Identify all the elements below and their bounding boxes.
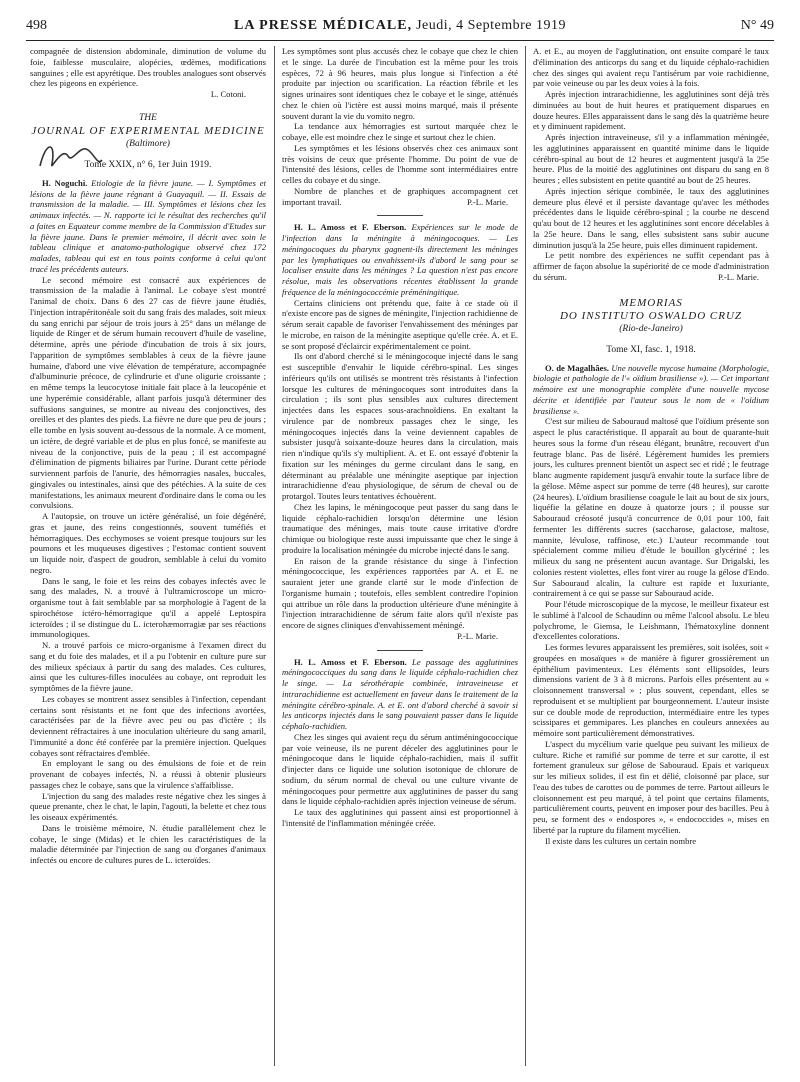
paragraph: L'injection du sang des malades reste négative chez les singes à queue prenante, chez le chat, le lapin, l'agouti, la belette et chez tous les oiseaux expérimentés. bbox=[30, 790, 266, 822]
tome-line: Tome XXIX, n° 6, 1er Juin 1919. bbox=[84, 159, 212, 170]
column-3 bbox=[533, 46, 769, 1072]
paragraph: La tendance aux hémorragies est surtout marquée chez le cobaye, elle est moindre chez le singe et surtout chez le chien. bbox=[282, 121, 518, 142]
column-divider bbox=[274, 46, 275, 1066]
paragraph: Les formes levures apparaissent les premières, soit isolées, soit « groupées en mosaïques » de manière à figurer grossièrement un épithélium pavimenteux. Les éléments sont ellipsoïdes, leurs dimensions varient de 3 à 8 microns. Parfois elles présentent au « cloisonnement transversal » ; plus souvent, cependant, elles se reproduisent et se multiplient par bourgeonnement. L'auteur insiste sur ce double mode de reproduction, intermédiaire entre les types scissipares et gemmipares. Les planches en couleurs annexées au mémoire sont particulièrement démonstratives. bbox=[533, 642, 769, 738]
paragraph: Certains cliniciens ont prétendu que, faite à ce stade où il n'existe encore pas de signes de méningite, l'injection rachidienne de sérum serait capable de favoriser l'envahissement des méninges par le microbe, en raison de la méningite aseptique qu'elle crée. A. et E. se sont proposé d'éclaircir expérimentalement ce point. bbox=[282, 297, 518, 351]
article-entry bbox=[282, 222, 518, 297]
article-body: Expériences sur le mode de l'infection dans la méningite à méningocoques. — Les méningocoques du pharynx gagnent-ils directement les méninges par les lymphatiques ou envahissent-ils d'abord le sang pour se localiser ensuite dans les méninges ? La question n'est pas encore résolue, mais les observations récentes établissent la grande fréquence de la méningococcémie préméningitique. bbox=[282, 222, 518, 297]
paragraph: C'est sur milieu de Sabouraud maltosé que l'oïdium présente son aspect le plus caractéristique. Il apparaît au bout de quarante-huit heures sous la forme d'un réseau élégant, brunâtre, recouvert d'un feutrage blanc. Pas de liséré. Légèrement humides les premiers jours, les cultures prennent bientôt un aspect sec et ridé ; le feutrage blanc augmente rapidement jusqu'à envahir toute la surface libre de la gélose. Même aspect sur pomme de terre (48 heures), sur carotte (24 heures). L'oïdium brasiliense coagule le lait au bout de six jours, liquéfie la gélatine en douze à quatorze jours ; il pousse sur Sabouraud créosoté jusqu'à concurrence de 0,01 pour 100, fait fermenter les différents sucres (saccharose, galactose, maltose, mannite, lévulose, raffinose, etc.) L'auteur recommande tout spécialement comme milieu d'étude le bouillon glycériné ; les milieux du sang ne présentent aucun avantage. Sur Drigalski, les colonies restent violettes, elles font virer au rouge la gélose d'Endo. Sur Sabouraud alcalin, la culture est rapide et luxuriante, contrairement à ce qui se passe sur Sabouraud acide. bbox=[533, 416, 769, 599]
paragraph: Dans le troisième mémoire, N. étudie parallèlement chez le cobaye, le singe (Midas) et le chien les caractéristiques de la maladie déterminée par l'injection de sang ou d'organes d'animaux infectés ou encore de cultures pures de L. icteroïdes. bbox=[30, 822, 266, 865]
paragraph: Après injection sérique combinée, le taux des agglutinines demeure plus élevé et il persiste davantage qu'avec les méthodes précédentes dans le liquide cérébro-spinal ; la courbe ne descend qu'au bout de 12 heures et les agglutinines sont encore décelables à la 25e heure. Dans le sang, elles subsistent sans subir aucune diminution jusqu'à la 25e heure, puis elles diminuent rapidement. bbox=[533, 185, 769, 250]
paragraph: A. et E., au moyen de l'agglutination, ont ensuite comparé le taux d'élimination des anticorps du sang et du liquide céphalo-rachidien chez des singes qui avaient reçu l'antisérum par voie rachidienne, par voie veineuse ou par les deux voies à la fois. bbox=[533, 46, 769, 89]
author: H. L. Amoss et F. Eberson. bbox=[294, 656, 407, 667]
paragraph: En employant le sang ou des émulsions de foie et de rein provenant de cobayes infectés, N. a réussi à obtenir plusieurs passages chez le cobaye, sans que la virulence s'affaiblisse. bbox=[30, 758, 266, 790]
tome-line: Tome XI, fasc. 1, 1918. bbox=[606, 344, 696, 355]
paragraph: N. a trouvé parfois ce micro-organisme à l'examen direct du sang et du foie des malades, et il a pu l'obtenir en culture pure sur des milieux spéciaux à partir du sang des malades. Ces cultures, ainsi que les cultures-filles inoculées au cobaye, ont reproduit les symptômes de la fièvre jaune. bbox=[30, 640, 266, 693]
signature: P.-L. Marie. bbox=[466, 196, 508, 207]
journal-heading: MEMORIAS bbox=[619, 296, 683, 309]
article-entry bbox=[533, 363, 769, 417]
page-header bbox=[26, 18, 774, 38]
page-number: 498 bbox=[26, 18, 47, 33]
header-title bbox=[26, 18, 774, 34]
paragraph: Pour l'étude microscopique de la mycose, le meilleur fixateur est le sublimé à l'alcool de Schaudinn ou même l'alcool absolu. Le bleu polychrome, le Giemsa, le Leishmann, l'hématoxyline donnent d'excellentes colorations. bbox=[533, 599, 769, 642]
paragraph: Après injection intraveineuse, s'il y a inflammation méningée, les agglutinines apparaissent en quantité minime dans le liquide cérébro-spinal au bout de 12 heures et augmentent jusqu'à la 25e heure. Plus de la moitié des agglutinines ont disparu du sang en 8 heures ; elles subsistent en petite quantité au bout de 25 heures. bbox=[533, 132, 769, 185]
paragraph: L'aspect du mycélium varie quelque peu suivant les milieux de culture. Riche et ramifié sur pomme de terre et sur carotte, il est fortement granuleux sur gélose de Sabouraud. Epais et variqueux sur les milieux solides, il est fin et délié, cloisonné par place, sur l'eau des tubes de carottes ou de pommes de terre. Partout ailleurs le cloisonnement est peu marqué, à tel point que certains filaments, particulièrement courts, peuvent en imposer pour des bacilles. Peu à peu, se forment des « endospores », « endococcides », mises en liberté par la rupture du filament mycélien. bbox=[533, 738, 769, 835]
paragraph: compagnée de distension abdominale, diminution de volume du foie, faiblesse musculaire, alopécies, œdèmes, modifications sanguines ; elle est apyrétique. Des troubles analogues sont observés chez les pigeons en expérience. bbox=[30, 46, 266, 89]
paragraph: En raison de la grande résistance du singe à l'infection méningococcique, les expériences rapportées par A. et E. ne sauraient jeter une grande clarté sur le mode d'infection de l'organisme humain ; toutefois, elles semblent contredire l'opinion qui attribue un rôle dans la production ultérieure d'une méningite à l'injection intrarachidienne de sérum faite alors qu'il n'existe pas encore de signes cliniques d'envahissement méningé. bbox=[282, 555, 518, 630]
journal-city: (Rio-de-Janeiro) bbox=[619, 323, 683, 334]
journal-heading-2: DO INSTITUTO OSWALDO CRUZ bbox=[559, 309, 743, 322]
paragraph: Les cobayes se montrent assez sensibles à l'infection, cependant certains sont résistants et ne font que des infections avortées, caractérisées par de la fièvre avec peu ou pas d'ictère ; ils deviennent réfractaires à une inoculation ultérieure du sang amaril, l'immunité a donc été conférée par la première injection. Quelques cobayes sont réfractaires d'emblée. bbox=[30, 693, 266, 758]
author: H. Noguchi. bbox=[42, 177, 88, 188]
paragraph bbox=[282, 186, 518, 208]
journal-city: (Baltimore) bbox=[126, 138, 170, 149]
journal-name: LA PRESSE MÉDICALE, bbox=[233, 18, 413, 33]
paragraph: Les symptômes et les lésions observés chez ces animaux sont très voisins de ceux que présente l'homme. Du point de vue de l'intensité des lésions, celles de l'homme sont intermédiaires entre celles du cobaye et du singe. bbox=[282, 142, 518, 185]
article-entry bbox=[30, 178, 266, 275]
column-divider bbox=[525, 46, 526, 1066]
paragraph-text: Le petit nombre des expériences ne suffit cependant pas à affirmer de façon absolue la supériorité de ce mode d'administration du sérum. bbox=[533, 250, 769, 282]
column-1 bbox=[30, 46, 266, 1072]
article-body: Etiologie de la fièvre jaune. — I. Symptômes et lésions de la fièvre jaune régnant à Guayaquil. — II. Essais de transmission de la maladie. — III. Symptômes et lésions chez les animaux infectés. — N. rapporte ici le résultat des recherches qu'il a faites en Equateur comme membre de la Commission d'Etudes sur la fièvre jaune. Dans le premier mémoire, il décrit avec soin le tableau clinique et anatomo-pathologique observé chez 172 malades, tableau qui est en tous points conforme à celui qu'ont tracé les précédents auteurs. bbox=[30, 177, 266, 274]
paragraph: Chez les singes qui avaient reçu du sérum antiméningococcique par voie veineuse, ils ne purent déceler des agglutinines pour le méningocoque dans le liquide céphalo-rachidien, mais il suffit d'injecter dans ce liquide une solution isotonique de chlorure de sodium, du sérum normal de cheval ou une culture vivante de méningocoques pour permettre aux agglutinines de passer du sang dans le liquide céphalo-rachidien après injection veineuse de sérum. bbox=[282, 731, 518, 807]
paragraph: Dans le sang, le foie et les reins des cobayes infectés avec le sang des malades, N. a trouvé à l'ultramicroscope un micro-organisme tout à fait semblable par sa morphologie à l'agent de la spirochétose ictéro-hémorragique qu'il a appelé Leptospira icteroïdes ; il se distingue du L. icterohæmorragiæ par ses réactions immunologiques. bbox=[30, 575, 266, 640]
paragraph: Les symptômes sont plus accusés chez le cobaye que chez le chien et le singe. La durée de l'incubation est la même pour les trois espèces, 72 à 96 heures, mais plus longue si l'infection a été produite par injection ou scarification. La réaction fébrile et les signes urinaires sont identiques chez le cobaye et le singe, atténués chez le chien où l'ictère est aussi moins marqué, mais il présente souvent durant la vie du vomito negro. bbox=[282, 46, 518, 121]
issue-date: Jeudi, 4 Septembre 1919 bbox=[416, 18, 566, 33]
paragraph: Le taux des agglutinines qui passent ainsi est proportionnel à l'intensité de l'inflammation méningée créée. bbox=[282, 807, 518, 828]
column-2 bbox=[282, 46, 518, 1072]
paragraph bbox=[533, 250, 769, 282]
paragraph: Après injection intrarachidienne, les agglutinines sont déjà très diminuées au bout de huit heures et pratiquement disparues en douze heures. Elles apparaissent dans le sang dès la quatrième heure et y diminuent rapidement. bbox=[533, 89, 769, 132]
author: O. de Magalhães. bbox=[545, 362, 609, 373]
journal-heading: JOURNAL OF EXPERIMENTAL MEDICINE bbox=[31, 124, 265, 137]
article-entry bbox=[282, 657, 518, 732]
author: H. L. Amoss et F. Eberson. bbox=[294, 222, 407, 233]
journal-article: THE bbox=[139, 112, 157, 123]
separator bbox=[377, 650, 423, 651]
paragraph-text: Nombre de planches et de graphiques accompagnent cet important travail. bbox=[282, 185, 518, 207]
issue-number: N° 49 bbox=[740, 18, 774, 33]
paragraph: A l'autopsie, on trouve un ictère généralisé, un foie dégénéré, gras et jaune, des reins congestionnés, souvent tuméfiés et hémorragiques. Des ecchymoses se voient presque toujours sur les poumons et les muqueuses digestives ; l'estomac contient souvent un liquide noir, d'aspect de goudron, semblable à celui du vomito negro. bbox=[30, 511, 266, 575]
article-body: Une nouvelle mycose humaine (Morphologie, biologie et pathologie de l'« oïdium brasiliense »). — Cet important mémoire est une monographie complète d'une nouvelle mycose décrite et identifiée par l'auteur sous le nom de « l'oïdium brasiliense ». bbox=[533, 362, 769, 416]
header-rule bbox=[26, 40, 774, 41]
separator bbox=[377, 215, 423, 216]
signature: P.-L. Marie. bbox=[456, 630, 498, 641]
signature: L. Cotoni. bbox=[210, 89, 246, 99]
paragraph: Le second mémoire est consacré aux expériences de transmission de la maladie à l'animal. Le cobaye s'est montré l'animal de choix. Dans 6 des 27 cas de fièvre jaune étudiés, l'injection intrapéritonéale soit du sang frais des malades, soit mieux du sang enrichi par séjour de trois jours à 25° dans un mélange de liquide de Ringer et de sérum humain recouvert d'huile de vaseline, détermine, après une période d'incubation de trois à six jours, l'apparition de symptômes semblables à ceux de la fièvre jaune humaine, d'abord une vive élévation de température, accompagnée d'albuminurie précoce, de cylindrurie et d'une oligurie croissante ; en même temps la leucocytose initiale fait place à la leucopénie et une hyperémie considérable, allant parfois jusqu'à déterminer des suffusions sanguines, se montre au niveau des conjonctives, des oreilles et des plantes des pieds. La fièvre ne dure que peu de jours ; elle tombe en lysis souvent au-dessous de la normale. A ce moment, un ictère, de degré variable et de plus en plus foncé, se manifeste au niveau de la conjonctive, puis de la peau ; il est accompagné d'élimination de pigments biliaires par l'urine. Durant cette période surviennent parfois de l'anurie, des hémorragies nasales, buccales, gingivales ou intestinales, ainsi que des pétéchies. A la suite de ces manifestations, les animaux meurent d'ordinaire dans le coma ou les convulsions. bbox=[30, 274, 266, 511]
paragraph: Chez les lapins, le méningocoque peut passer du sang dans le liquide céphalo-rachidien lorsqu'on détermine une lésion traumatique des méninges, mais toute cause irritative d'ordre chimique ou biologique reste aussi impuissante que chez le singe à produire la localisation méningée du microbe injecté dans le sang. bbox=[282, 501, 518, 555]
paragraph: Il existe dans les cultures un certain nombre bbox=[545, 835, 697, 846]
paragraph: Ils ont d'abord cherché si le méningocoque injecté dans le sang est susceptible d'envahir le liquide cérébro-spinal. Les singes inférieurs qu'ils ont utilisés se montrent très résistants à l'infection lorsque les cultures de méningocoques sont introduites dans la circulation ; ils sont plus sensibles aux cultures directement injectées dans les espaces sous-arachnoïdiens. En exaltant la virulence par de nombreux passages chez le singe, les méningocoques injectés dans la veine deviennent capables de subsister jusqu'à soixante-douze heures dans la circulation, mais rien n'indique qu'ils s'y multiplient. A. et E. ont essayé d'obtenir la fixation sur les méninges du germe circulant dans le sang, en déterminant au préalable une méningite aseptique par injection intrarachidienne d'eau physiologique, de sérum de cheval ou de protargol. Toutes leurs tentatives échouèrent. bbox=[282, 351, 518, 501]
signature: P.-L. Marie. bbox=[717, 271, 759, 282]
article-body: Le passage des agglutinines méningococciques du sang dans le liquide céphalo-rachidien chez le singe. — La sérothérapie combinée, intraveineuse et intrarachidienne est actuellement en faveur dans le traitement de la méningite cérébro-spinale. A. et E. ont d'abord cherché à savoir si les anticorps injectés dans le sang pouvaient passer dans le liquide céphalo-rachidien. bbox=[282, 656, 518, 731]
